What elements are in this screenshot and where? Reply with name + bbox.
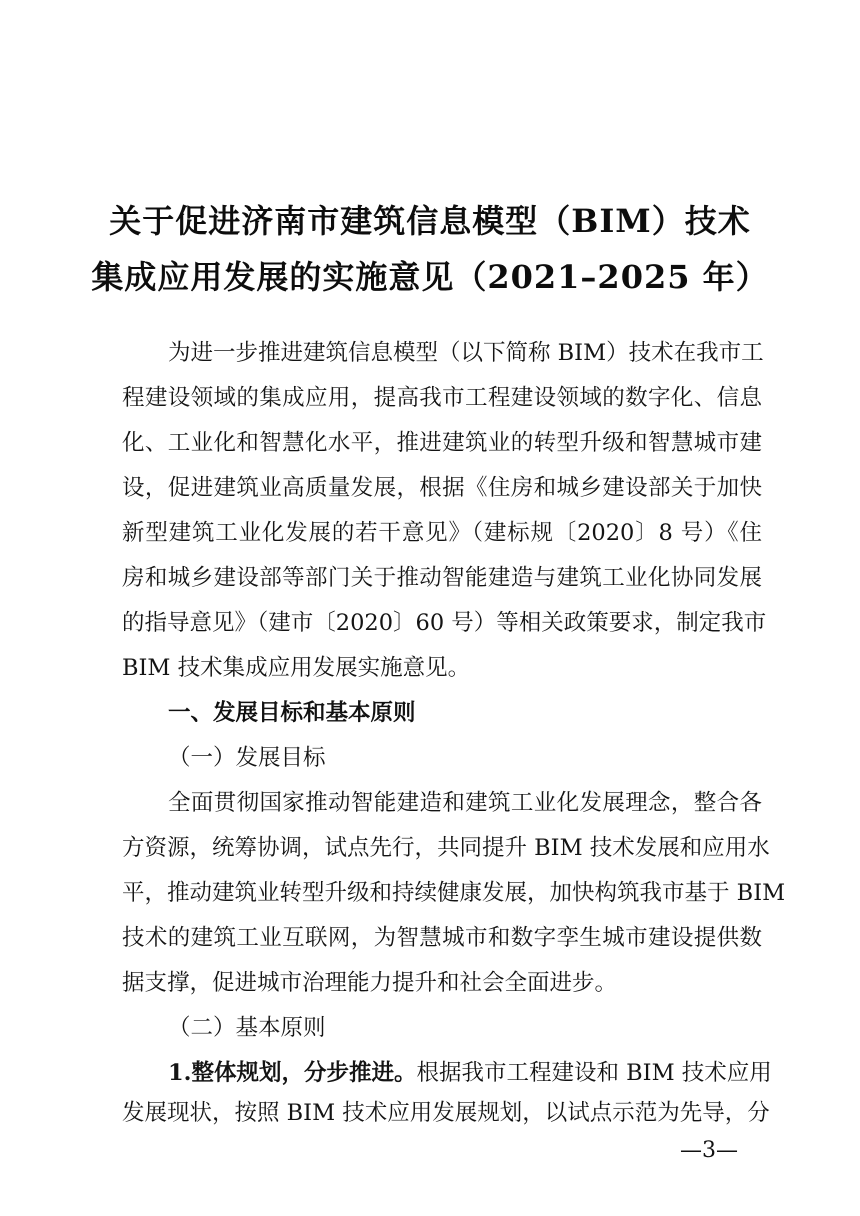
principle-1-text: 根据我市工程建设和 BIM 技术应用 <box>416 1060 772 1086</box>
intro-line-2: 程建设领域的集成应用，提高我市工程建设领域的数字化、信息 <box>122 385 762 411</box>
principle-1-lead: 1.整体规划，分步推进。 <box>168 1060 417 1086</box>
subsection-heading-1: （一）发展目标 <box>168 745 326 771</box>
intro-line-8: BIM 技术集成应用发展实施意见。 <box>122 655 471 681</box>
intro-line-6: 房和城乡建设部等部门关于推动智能建造与建筑工业化协同发展 <box>122 565 762 591</box>
page-number: —3— <box>680 1138 738 1163</box>
principle-1-line-1 <box>168 1058 772 1088</box>
goal-line-2: 方资源，统筹协调，试点先行，共同提升 BIM 技术发展和应用水 <box>122 835 770 861</box>
principle-1-line-2: 发展现状，按照 BIM 技术应用发展规划，以试点示范为先导，分 <box>122 1100 770 1126</box>
intro-line-1: 为进一步推进建筑信息模型（以下简称 BIM）技术在我市工 <box>168 340 764 366</box>
intro-line-3: 化、工业化和智慧化水平，推进建筑业的转型升级和智慧城市建 <box>122 430 762 456</box>
goal-line-3: 平，推动建筑业转型升级和持续健康发展，加快构筑我市基于 BIM <box>122 880 786 906</box>
goal-line-1: 全面贯彻国家推动智能建造和建筑工业化发展理念，整合各 <box>168 790 762 816</box>
document-title-line-1: 关于促进济南市建筑信息模型（BIM）技术 <box>109 202 751 240</box>
subsection-heading-2: （二）基本原则 <box>168 1015 326 1041</box>
goal-line-5: 据支撑，促进城市治理能力提升和社会全面进步。 <box>122 970 618 996</box>
intro-line-5: 新型建筑工业化发展的若干意见》（建标规〔2020〕8 号）《住 <box>122 520 762 546</box>
intro-line-7: 的指导意见》（建市〔2020〕60 号）等相关政策要求，制定我市 <box>122 610 767 636</box>
section-heading-1: 一、发展目标和基本原则 <box>168 700 416 726</box>
goal-line-4: 技术的建筑工业互联网，为智慧城市和数字孪生城市建设提供数 <box>122 925 762 951</box>
document-title-line-2: 集成应用发展的实施意见（2021–2025 年） <box>91 258 769 296</box>
intro-line-4: 设，促进建筑业高质量发展，根据《住房和城乡建设部关于加快 <box>122 475 762 501</box>
